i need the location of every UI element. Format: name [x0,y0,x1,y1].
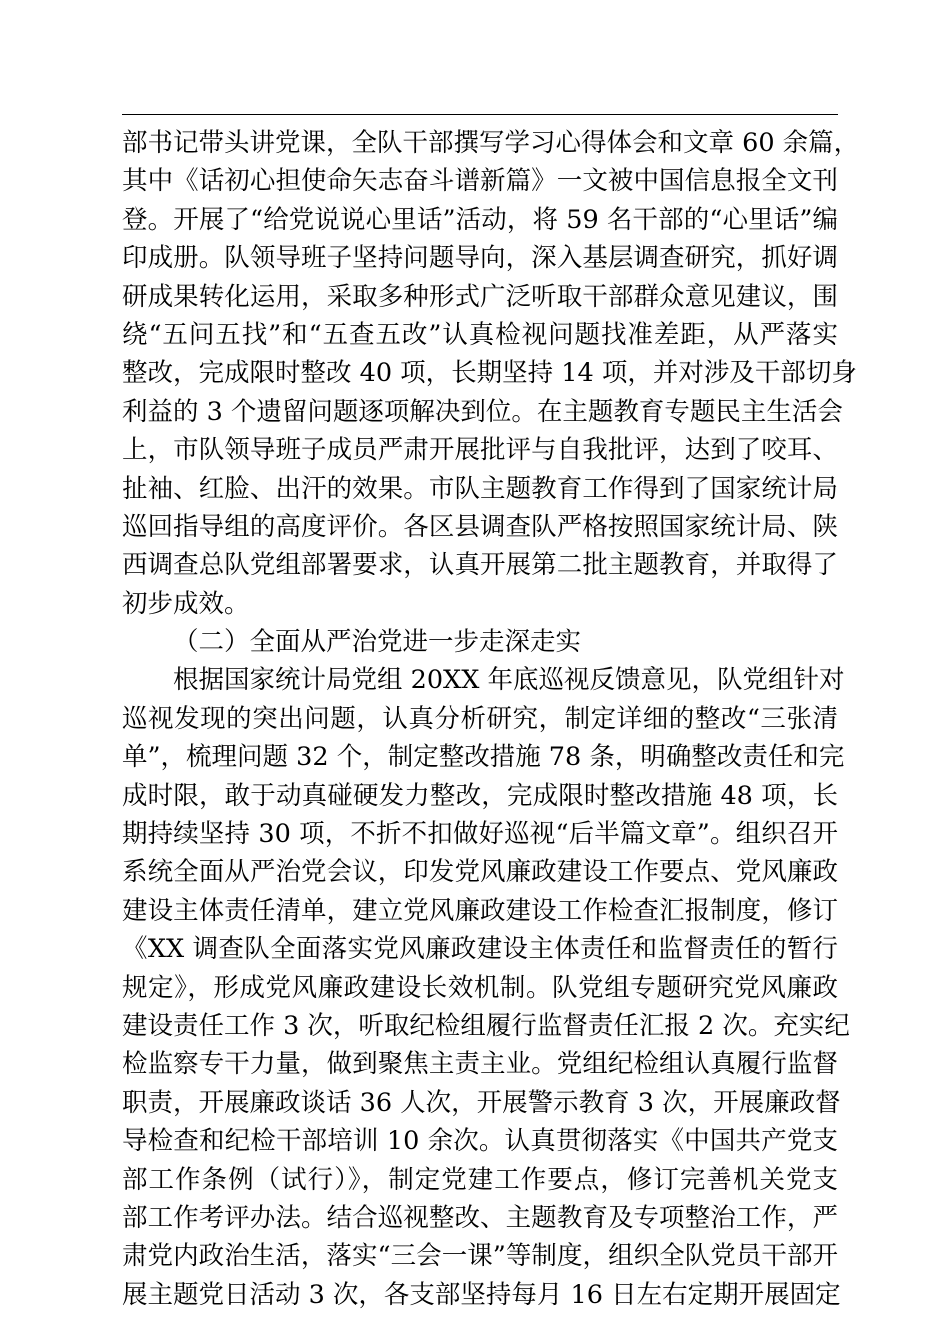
text-line: 绕“五问五找”和“五查五改”认真检视问题找准差距，从严落实 [122,319,838,350]
text-line: 根据国家统计局党组 20XX 年底巡视反馈意见，队党组针对 [173,665,845,696]
text-line: 导检查和纪检干部培训 10 余次。认真贯彻落实《中国共产党支 [122,1126,838,1157]
paragraph-continued [122,124,860,623]
text-line: 期持续坚持 30 项，不折不扣做好巡视“后半篇文章”。组织召开 [122,819,838,850]
text-line: 其中《话初心担使命矢志奋斗谱新篇》一文被中国信息报全文刊 [122,166,838,197]
text-line: 整改，完成限时整改 40 项，长期坚持 14 项，并对涉及干部切身 [122,358,857,389]
text-line: 巡回指导组的高度评价。各区县调查队严格按照国家统计局、陕 [122,511,838,542]
text-line: 成时限，敢于动真碰硬发力整改，完成限时整改措施 48 项，长 [122,780,838,811]
text-line: 扯袖、红脸、出汗的效果。市队主题教育工作得到了国家统计局 [122,473,838,504]
section-heading [122,623,838,661]
paragraph-party-governance [122,661,850,1314]
text-line: 职责，开展廉政谈话 36 人次，开展警示教育 3 次，开展廉政督 [122,1087,841,1118]
text-line: 展主题党日活动 3 次，各支部坚持每月 16 日左右定期开展固定 [122,1279,841,1310]
text-line: 部书记带头讲党课，全队干部撰写学习心得体会和文章 60 余篇， [122,128,860,158]
text-line: 建设主体责任清单，建立党风廉政建设工作检查汇报制度，修订 [122,895,838,926]
text-line: 研成果转化运用，采取多种形式广泛听取干部群众意见建议，围 [122,281,838,312]
text-line: 初步成效。 [122,588,250,619]
text-line: 西调查总队党组部署要求，认真开展第二批主题教育，并取得了 [122,550,838,581]
text-line: 利益的 3 个遗留问题逐项解决到位。在主题教育专题民主生活会 [122,396,843,427]
text-line: 系统全面从严治党会议，印发党风廉政建设工作要点、党风廉政 [122,857,838,888]
text-line: 部工作条例（试行）》，制定党建工作要点，修订完善机关党支 [122,1164,838,1195]
header-rule [122,114,838,115]
text-line: 印成册。队领导班子坚持问题导向，深入基层调查研究，抓好调 [122,243,838,274]
text-line: 巡视发现的突出问题，认真分析研究，制定详细的整改“三张清 [122,703,838,734]
text-line: 检监察专干力量，做到聚焦主责主业。党组纪检组认真履行监督 [122,1049,838,1080]
text-line: 单”，梳理问题 32 个，制定整改措施 78 条，明确整改责任和完 [122,742,845,773]
text-line: 《XX 调查队全面落实党风廉政建设主体责任和监督责任的暂行 [122,934,838,965]
text-line: （二）全面从严治党进一步走深走实 [173,627,582,658]
text-line: 部工作考评办法。结合巡视整改、主题教育及专项整治工作，严 [122,1202,838,1233]
text-line: 登。开展了“给党说说心里话”活动，将 59 名干部的“心里话”编 [122,204,838,235]
text-line: 建设责任工作 3 次，听取纪检组履行监督责任汇报 2 次。充实纪 [122,1010,850,1041]
text-line: 肃党内政治生活，落实“三会一课”等制度，组织全队党员干部开 [122,1241,838,1272]
text-line: 规定》，形成党风廉政建设长效机制。队党组专题研究党风廉政 [122,972,838,1003]
text-line: 上，市队领导班子成员严肃开展批评与自我批评，达到了咬耳、 [122,435,838,466]
document-body [122,124,860,1314]
